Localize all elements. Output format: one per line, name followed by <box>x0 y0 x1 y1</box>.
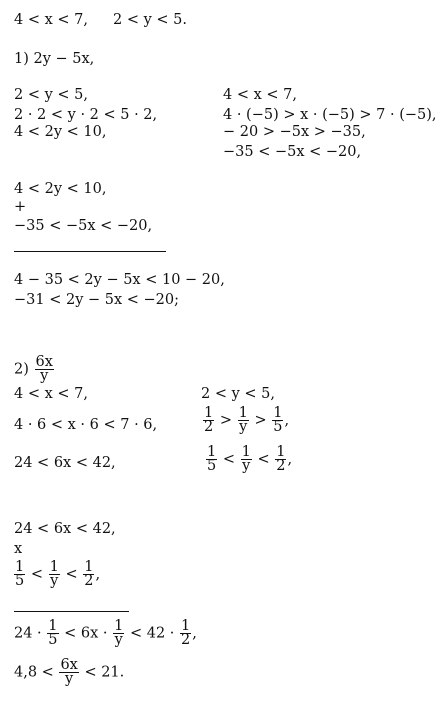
part1-left-line-3: 4 < 2y < 10, <box>14 124 107 140</box>
fraction <box>49 561 60 588</box>
less-than-sign: < <box>129 625 143 642</box>
fraction <box>83 561 94 588</box>
fraction-denominator: 5 <box>273 419 283 435</box>
part1-sum-bottom: −35 < −5x < −20, <box>14 218 153 234</box>
part1-result-1: 4 − 35 < 2y − 5x < 10 − 20, <box>14 272 225 288</box>
part2-final-result <box>14 659 124 686</box>
part1-left-line-2: 2 · 2 < y · 2 < 5 · 2, <box>14 107 158 123</box>
y-range: 2 < y < 5. <box>113 12 187 28</box>
part2-right-line-2 <box>202 407 289 434</box>
product-term: 42 · <box>146 625 175 642</box>
part2-title-fraction <box>35 356 54 383</box>
part1-sum-top: 4 < 2y < 10, <box>14 181 107 197</box>
fraction-numerator: 1 <box>84 559 94 575</box>
fraction-denominator: y <box>65 671 74 687</box>
part1-right-line-2: 4 · (−5) > x · (−5) > 7 · (−5), <box>223 107 437 123</box>
fraction-denominator: y <box>40 368 49 384</box>
fraction-denominator: 2 <box>204 419 214 435</box>
fraction <box>272 407 283 434</box>
product-term: 24 · <box>14 625 42 642</box>
part2-left-line-1: 4 < x < 7, <box>14 386 88 402</box>
less-than-sign: < <box>65 566 78 583</box>
fraction <box>59 659 78 686</box>
less-than-sign: < <box>222 451 235 468</box>
fraction <box>180 620 191 647</box>
fraction <box>113 620 124 647</box>
part2-mult-top: 24 < 6x < 42, <box>14 521 116 537</box>
fraction-numerator: 6x <box>60 657 78 673</box>
fraction-numerator: 1 <box>273 405 283 421</box>
greater-than-sign: > <box>219 412 232 429</box>
plus-sign: + <box>14 199 27 215</box>
fraction-numerator: 1 <box>181 618 191 634</box>
fraction-numerator: 1 <box>114 618 124 634</box>
fraction-denominator: 2 <box>84 573 94 589</box>
fraction-denominator: y <box>50 573 59 589</box>
part2-left-line-2: 4 · 6 < x · 6 < 7 · 6, <box>14 417 158 433</box>
fraction-denominator: 5 <box>207 458 217 474</box>
fraction-numerator: 1 <box>204 405 214 421</box>
fraction-denominator: y <box>242 458 251 474</box>
fraction <box>203 407 214 434</box>
part2-right-line-1: 2 < y < 5, <box>201 386 275 402</box>
comma: , <box>287 451 293 468</box>
comma: , <box>284 412 290 429</box>
comma: , <box>192 625 197 642</box>
part1-right-line-3: − 20 > −5x > −35, <box>223 124 366 140</box>
fraction-numerator: 1 <box>241 444 251 460</box>
fraction <box>47 620 58 647</box>
part1-right-line-1: 4 < x < 7, <box>223 87 297 103</box>
fraction-numerator: 1 <box>15 559 25 575</box>
part2-right-line-3 <box>205 446 292 473</box>
fraction-numerator: 6x <box>35 354 53 370</box>
fraction <box>238 407 249 434</box>
final-right: < 21. <box>84 664 125 681</box>
fraction-denominator: y <box>239 419 248 435</box>
product-divider <box>14 611 129 612</box>
multiply-sign: x <box>14 541 23 557</box>
fraction-denominator: 5 <box>48 632 58 648</box>
part2-product <box>14 620 197 647</box>
less-than-sign: < <box>257 451 270 468</box>
fraction-denominator: 2 <box>181 632 191 648</box>
part2-label: 2) <box>14 361 29 378</box>
fraction-numerator: 1 <box>48 618 58 634</box>
part1-left-line-1: 2 < y < 5, <box>14 87 88 103</box>
part2-left-line-3: 24 < 6x < 42, <box>14 455 116 471</box>
sum-divider <box>14 251 166 252</box>
part2-mult-bottom <box>13 561 100 588</box>
fraction-numerator: 1 <box>276 444 286 460</box>
fraction-numerator: 1 <box>238 405 248 421</box>
fraction-denominator: y <box>114 632 123 648</box>
fraction <box>206 446 217 473</box>
fraction-numerator: 1 <box>49 559 59 575</box>
product-term: 6x · <box>80 625 108 642</box>
part2-title <box>14 356 55 383</box>
fraction <box>241 446 252 473</box>
x-range: 4 < x < 7, <box>14 12 88 28</box>
part1-result-2: −31 < 2y − 5x < −20; <box>14 292 180 308</box>
part1-right-line-4: −35 < −5x < −20, <box>223 144 362 160</box>
greater-than-sign: > <box>254 412 267 429</box>
final-left: 4,8 < <box>14 664 54 681</box>
fraction <box>14 561 25 588</box>
less-than-sign: < <box>30 566 43 583</box>
fraction-denominator: 2 <box>276 458 286 474</box>
fraction-numerator: 1 <box>207 444 217 460</box>
less-than-sign: < <box>64 625 77 642</box>
fraction <box>275 446 286 473</box>
part1-title: 1) 2y − 5x, <box>14 51 95 67</box>
fraction-denominator: 5 <box>15 573 25 589</box>
comma: , <box>95 566 101 583</box>
